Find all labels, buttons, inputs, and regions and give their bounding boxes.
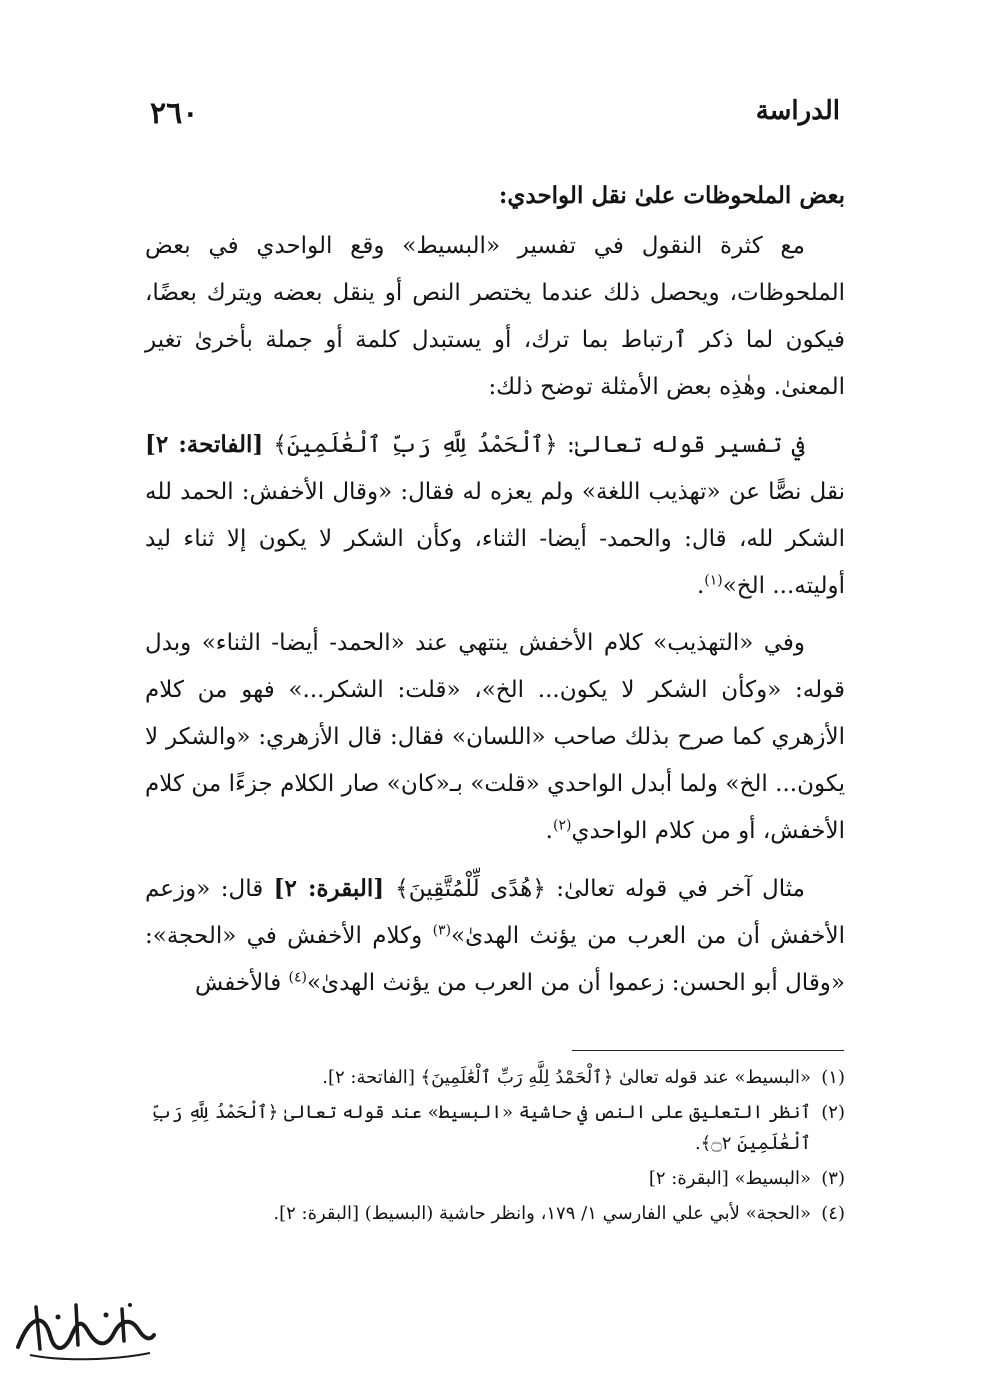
footnote-marker: (٣): [432, 922, 452, 939]
paragraph-4-intro: مثال آخر في قوله تعالىٰ:: [545, 876, 805, 902]
paragraph-4-text-2: وكلام الأخفش في «الحجة»: «وقال أبو الحسن: زعموا أن من العرب من يؤنث الهدىٰ»: [145, 923, 845, 996]
footnote-4: [145, 1198, 845, 1229]
paragraph-1-text: مع كثرة النقول في تفسير «البسيط» وقع الواحدي في بعض الملحوظات، ويحصل ذلك عندما يختصر النص أو ينقل بعضه ويترك بعضًا، فيكون لما ذكر ٱرتباط بما ترك، أو يستبدل كلمة أو جملة بأخرىٰ تغير المعنىٰ. وهٰذِه بعض الأمثلة توضح ذلك:: [145, 233, 845, 400]
footnote-marker: (١): [704, 572, 723, 589]
paragraph-3-text: وفي «التهذيب» كلام الأخفش ينتهي عند «الحمد- أيضا- الثناء» وبدل قوله: «وكأن الشكر لا يكون... الخ»، «قلت: الشكر...» فهو من كلام الأزهري كما صرح بذلك صاحب «اللسان» فقال: قال الأزهري: «والشكر لا يكون... الخ» ولما أبدل الواحدي «قلت» بـ«كان» صار الكلام جزءًا من كلام الأخفش، أو من كلام الواحدي: [145, 630, 845, 844]
footnote-text: «البسيط» عند قوله تعالىٰ ﴿ٱلْحَمْدُ لِلَّهِ رَبِّ ٱلْعَٰلَمِينَ﴾ [الفاتحة: ٢].: [322, 1067, 811, 1088]
paragraph-1: [145, 223, 845, 411]
page-number: ٢٦٠: [150, 96, 199, 131]
footnote-marker: (٤): [288, 969, 308, 986]
footnotes: [145, 1062, 845, 1233]
paragraph-2-text: نقل نصًّا عن «تهذيب اللغة» ولم يعزه له فقال: «وقال الأخفش: الحمد لله الشكر لله، قال: والحمد- أيضا- الثناء، وكأن الشكر لا يكون إلا ثناء ليد أوليته... الخ»: [145, 479, 845, 599]
paragraph-2: [145, 421, 845, 610]
paragraph-4: [145, 865, 845, 1007]
paragraph-2-end: .: [696, 573, 705, 599]
footnote-number: (٣): [821, 1168, 845, 1189]
footnote-number: (١): [821, 1067, 845, 1088]
running-title: الدراسة: [755, 96, 840, 126]
paragraph-4-end: فالأخفش: [194, 970, 289, 996]
footnote-number: (٢): [821, 1102, 845, 1123]
footnote-2: [145, 1097, 845, 1159]
footnote-3: [145, 1163, 845, 1194]
page-header: [150, 96, 840, 136]
section-heading: بعض الملحوظات علىٰ نقل الواحدي:: [498, 182, 845, 209]
footnote-1: [145, 1062, 845, 1093]
quran-verse: ﴿ٱلْحَمْدُ لِلَّهِ رَبِّ ٱلْعَٰلَمِينَ﴾: [273, 432, 558, 458]
footnote-text: «البسيط» [البقرة: ٢]: [648, 1168, 811, 1189]
paragraph-3-end: .: [545, 818, 553, 844]
footnote-text: «الحجة» لأبي علي الفارسي ١/ ١٧٩، وانظر حاشية (البسيط) [البقرة: ٢].: [273, 1203, 811, 1224]
paragraph-4-text: قال: «وزعم الأخفش أن من العرب من يؤنث الهدىٰ»: [145, 876, 845, 949]
paragraph-3: [145, 620, 845, 855]
footnote-divider: [572, 1050, 844, 1051]
paragraph-2-intro: في تفسير قوله تعالىٰ:: [557, 432, 805, 458]
footnote-number: (٤): [821, 1203, 845, 1224]
quran-verse: ﴿هُدًى لِّلْمُتَّقِينَ﴾: [395, 876, 546, 902]
main-text: [145, 172, 845, 1017]
verse-reference: [البقرة: ٢]: [273, 875, 396, 902]
footnote-text: ٱنظر التعليق على النص في حاشية «البسيط» عند قوله تعالىٰ ﴿ٱلْحَمْدُ لِلَّهِ رَبِّ ٱلْعَٰلَمِينَ ۝٢﴾.: [150, 1102, 811, 1154]
footnote-marker: (٢): [552, 817, 572, 834]
verse-reference: [الفاتحة: ٢]: [145, 431, 274, 458]
publisher-logo: [10, 1295, 160, 1370]
